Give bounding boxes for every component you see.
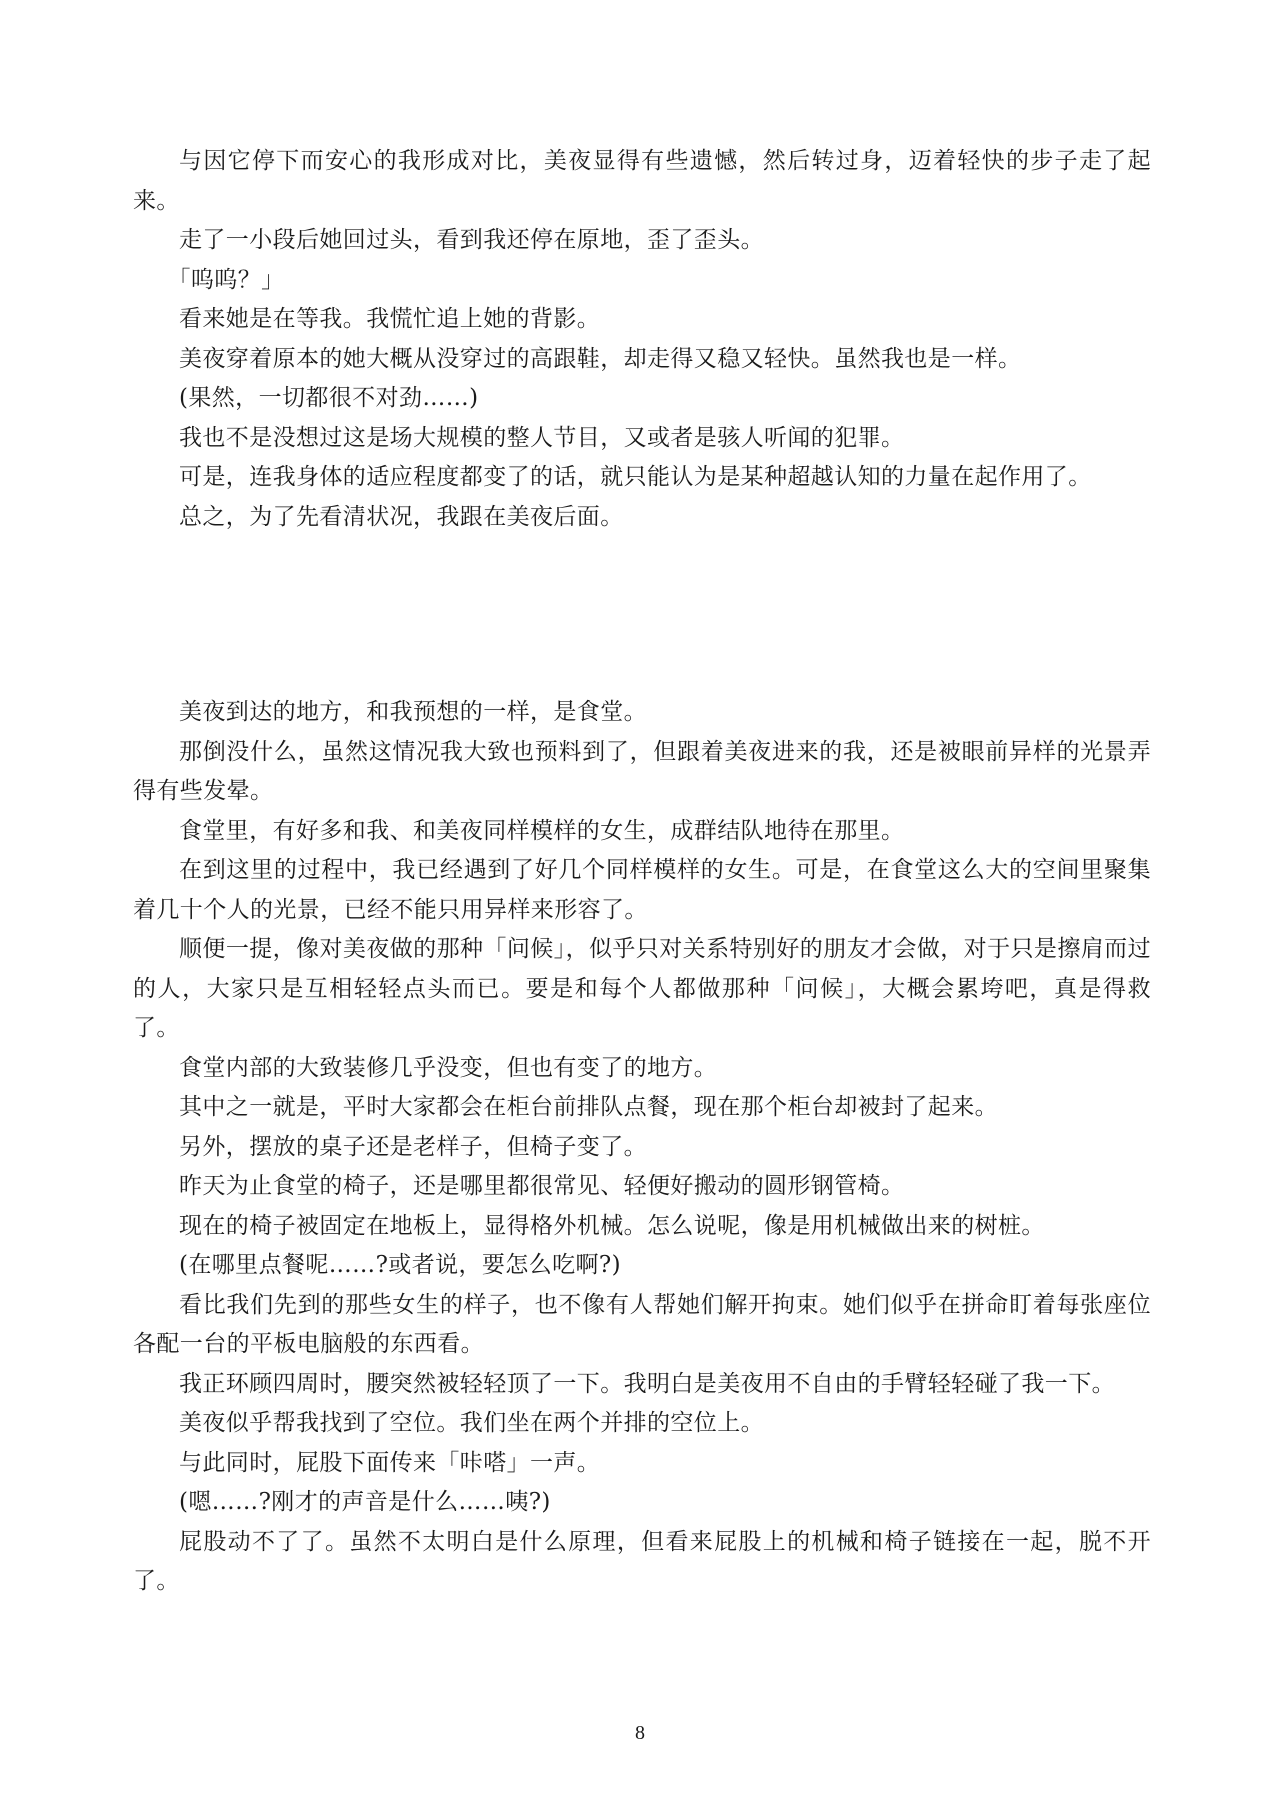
dialogue-line: 「呜呜？」 <box>167 266 285 293</box>
text-section-1 <box>133 142 1151 537</box>
paragraph: 美夜到达的地方，和我预想的一样，是食堂。 <box>179 699 647 725</box>
page-number: 8 <box>635 1722 645 1744</box>
paragraph: 我正环顾四周时，腰突然被轻轻顶了一下。我明白是美夜用不自由的手臂轻轻碰了我一下。 <box>179 1370 1115 1397</box>
inner-thought-line: (嗯……?刚才的声音是什么……咦?) <box>179 1489 551 1515</box>
paragraph: 与此同时，屁股下面传来「咔嗒」一声。 <box>179 1449 601 1476</box>
paragraph: 屁股动不了了。虽然不太明白是什么原理，但看来屁股上的机械和椅子链接在一起，脱不开了。 <box>133 1528 1151 1594</box>
paragraph: 顺便一提，像对美夜做的那种「问候」，似乎只对关系特别好的朋友才会做，对于只是擦肩而过的人，大家只是互相轻轻点头而已。要是和每个人都做那种「问候」，大概会累垮吧，真是得救了。 <box>133 936 1151 1041</box>
paragraph: 昨天为止食堂的椅子，还是哪里都很常见、轻便好搬动的圆形钢管椅。 <box>179 1173 905 1199</box>
paragraph: 美夜穿着原本的她大概从没穿过的高跟鞋，却走得又稳又轻快。虽然我也是一样。 <box>179 345 1022 372</box>
paragraph: 看比我们先到的那些女生的样子，也不像有人帮她们解开拘束。她们似乎在拼命盯着每张座位各配一台的平板电脑般的东西看。 <box>133 1291 1151 1357</box>
paragraph: 另外，摆放的桌子还是老样子，但椅子变了。 <box>179 1133 647 1160</box>
inner-thought-line: (在哪里点餐呢……?或者说，要怎么吃啊?) <box>179 1252 622 1278</box>
paragraph: 其中之一就是，平时大家都会在柜台前排队点餐，现在那个柜台却被封了起来。 <box>179 1094 998 1120</box>
paragraph: 在到这里的过程中，我已经遇到了好几个同样模样的女生。可是，在食堂这么大的空间里聚集着几十个人的光景，已经不能只用异样来形容了。 <box>133 857 1151 923</box>
paragraph: 我也不是没想过这是场大规模的整人节目，又或者是骇人听闻的犯罪。 <box>179 424 905 451</box>
paragraph: 总之，为了先看清状况，我跟在美夜后面。 <box>179 503 624 530</box>
paragraph: 食堂里，有好多和我、和美夜同样模样的女生，成群结队地待在那里。 <box>179 817 905 844</box>
paragraph: 食堂内部的大致装修几乎没变，但也有变了的地方。 <box>179 1054 718 1081</box>
paragraph: 走了一小段后她回过头，看到我还停在原地，歪了歪头。 <box>179 227 764 253</box>
inner-thought-line: (果然，一切都很不对劲……) <box>179 385 479 411</box>
paragraph: 美夜似乎帮我找到了空位。我们坐在两个并排的空位上。 <box>179 1410 764 1436</box>
paragraph: 与因它停下而安心的我形成对比，美夜显得有些遗憾，然后转过身，迈着轻快的步子走了起来。 <box>133 148 1151 214</box>
text-section-2 <box>133 693 1151 1602</box>
paragraph: 可是，连我身体的适应程度都变了的话，就只能认为是某种超越认知的力量在起作用了。 <box>179 464 1092 490</box>
paragraph: 看来她是在等我。我慌忙追上她的背影。 <box>179 306 601 332</box>
paragraph: 那倒没什么，虽然这情况我大致也预料到了，但跟着美夜进来的我，还是被眼前异样的光景弄得有些发晕。 <box>133 738 1151 804</box>
paragraph: 现在的椅子被固定在地板上，显得格外机械。怎么说呢，像是用机械做出来的树桩。 <box>179 1212 1045 1239</box>
